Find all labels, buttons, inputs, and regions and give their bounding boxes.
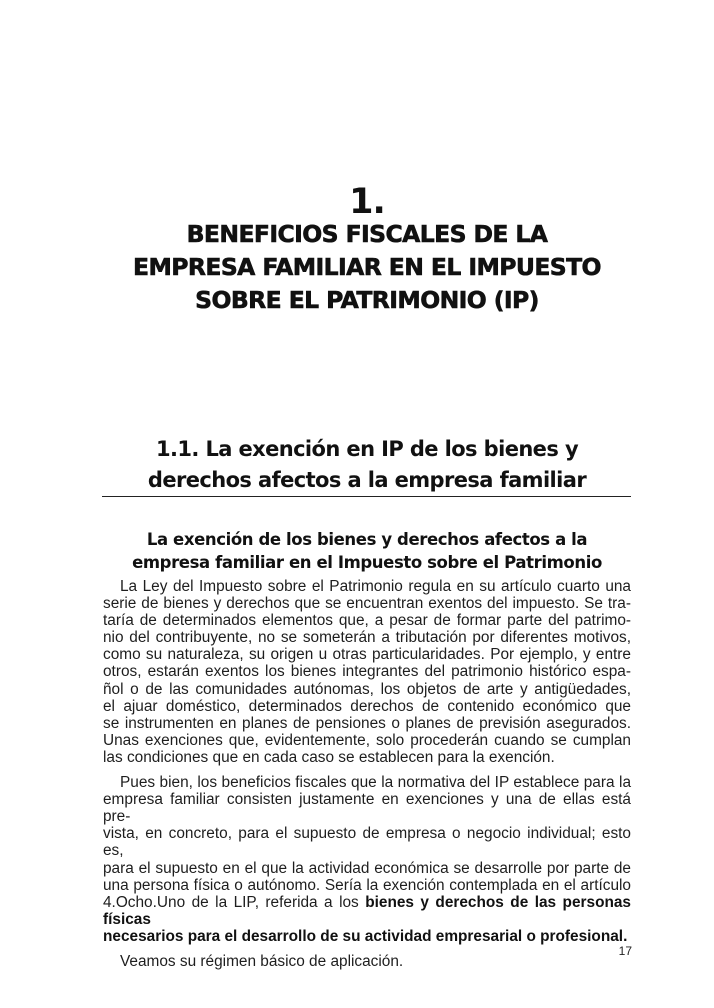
emphasized-text: bienes y derechos de las personas físicas: [103, 893, 631, 928]
subsection-title-line: La exención de los bienes y derechos afectos a la: [146, 530, 588, 549]
subsection-title-line: empresa familiar en el Impuesto sobre el Patrimonio: [132, 553, 602, 572]
text-line: Unas exenciones que, evidentemente, solo procederán cuando se cumplan: [103, 731, 631, 749]
paragraph-2: [103, 774, 631, 945]
text-line: como su naturaleza, su origen u otras particularidades. Por ejemplo, y entre: [103, 646, 631, 664]
section-title: [0, 434, 714, 496]
text-line: otros, estarán exentos los bienes integrantes del patrimonio histórico espa-: [103, 663, 631, 681]
emphasized-text-line: necesarios para el desarrollo de su actividad empresarial o profesional.: [103, 927, 628, 945]
chapter-number: 1.: [349, 182, 385, 222]
page-number: 17: [618, 944, 632, 958]
text-line: Pues bien, los beneficios fiscales que la normativa del IP establece para la: [120, 774, 631, 792]
chapter-title-line: SOBRE EL PATRIMONIO (IP): [195, 286, 539, 314]
text-line: una persona física o autónomo. Sería la exención contemplada en el artículo: [103, 876, 631, 894]
section-title-line: 1.1. La exención en IP de los bienes y: [155, 437, 579, 461]
chapter-title-line: EMPRESA FAMILIAR EN EL IMPUESTO: [133, 253, 601, 281]
text-line: las condiciones que en cada caso se establecen para la exención.: [103, 748, 555, 766]
text-line: para el supuesto en el que la actividad económica se desarrolle por parte de: [103, 859, 631, 877]
text-run: 4.Ocho.Uno de la LIP, referida a los: [103, 893, 366, 911]
chapter-title-line: BENEFICIOS FISCALES DE LA: [186, 220, 548, 248]
text-line: Veamos su régimen básico de aplicación.: [120, 952, 404, 970]
body-text: [103, 578, 631, 978]
text-line: [103, 894, 631, 928]
paragraph-1: [103, 578, 631, 766]
text-line: empresa familiar consisten justamente en exenciones y una de ellas está pre-: [103, 791, 631, 826]
chapter-title: [0, 218, 714, 317]
text-line: vista, en concreto, para el supuesto de empresa o negocio individual; esto es,: [103, 825, 631, 860]
text-line: nio del contribuyente, no se someterán a tributación por diferentes motivos,: [103, 629, 631, 647]
paragraph-3: [103, 953, 631, 970]
subsection-title: [0, 528, 714, 574]
text-line: taría de determinados elementos que, a pesar de formar parte del patrimo-: [103, 612, 631, 630]
text-line: el ajuar doméstico, determinados derechos de contenido económico que: [103, 697, 631, 715]
text-line: serie de bienes y derechos que se encuentran exentos del impuesto. Se tra-: [103, 595, 631, 613]
text-line: se instrumenten en planes de pensiones o planes de previsión asegurados.: [103, 714, 631, 732]
section-title-line: derechos afectos a la empresa familiar: [147, 468, 587, 492]
text-line: La Ley del Impuesto sobre el Patrimonio regula en su artículo cuarto una: [120, 578, 631, 595]
text-line: ñol o de las comunidades autónomas, los objetos de arte y antigüedades,: [103, 680, 631, 698]
section-divider: [102, 496, 631, 497]
